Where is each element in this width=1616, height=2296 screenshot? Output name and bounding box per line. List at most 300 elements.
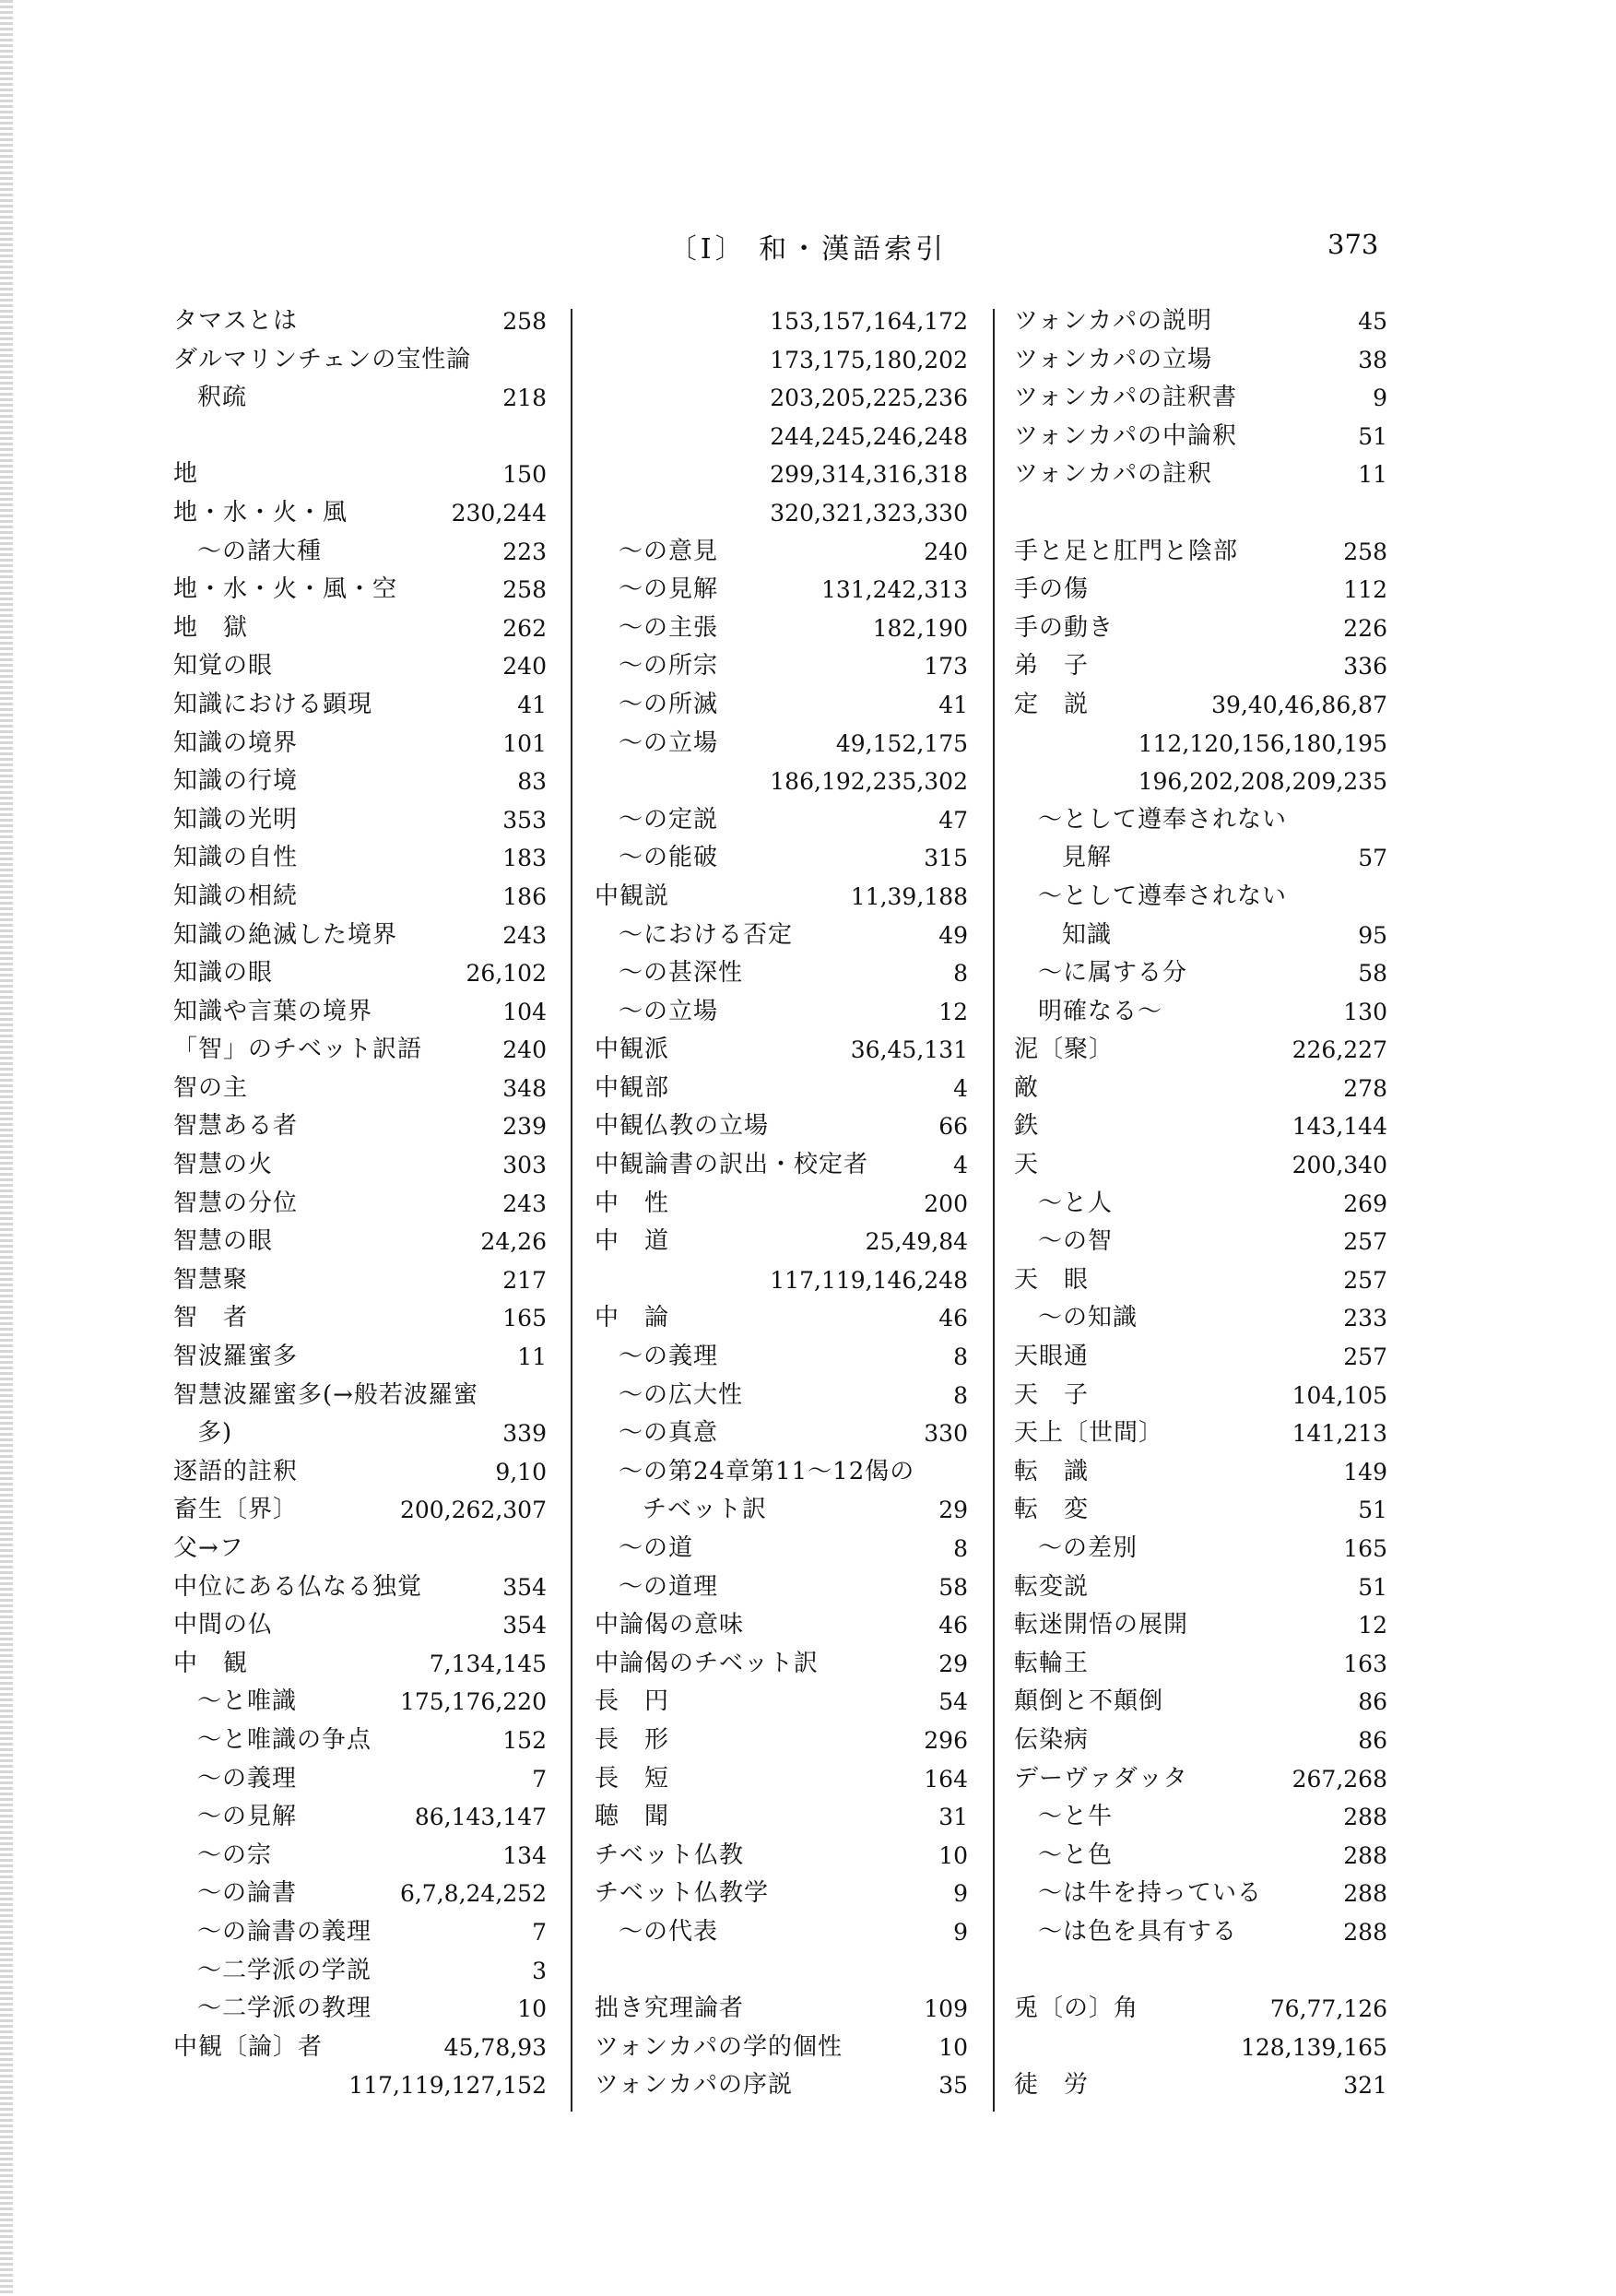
index-entry bbox=[173, 1491, 547, 1530]
index-term: 知識 bbox=[1062, 920, 1113, 949]
index-term: ～と牛 bbox=[1038, 1803, 1114, 1831]
index-entry bbox=[1014, 1798, 1387, 1837]
page-references: 117,119,146,248 bbox=[770, 1266, 968, 1294]
index-entry bbox=[595, 1377, 968, 1415]
page-references: 7 bbox=[532, 1765, 547, 1793]
index-entry bbox=[173, 1107, 547, 1146]
index-term: ～は牛を持っている bbox=[1038, 1879, 1263, 1908]
page-references: 83 bbox=[517, 768, 547, 796]
page-references: 31 bbox=[938, 1804, 968, 1831]
page-references: 66 bbox=[938, 1113, 968, 1141]
index-term: ～の智 bbox=[1038, 1227, 1114, 1256]
index-entry bbox=[173, 341, 547, 380]
page-references: 243 bbox=[502, 1189, 547, 1217]
index-term: 天 子 bbox=[1014, 1380, 1090, 1409]
index-entry bbox=[1014, 1261, 1387, 1300]
index-term: 多) bbox=[197, 1419, 233, 1448]
index-term: ～の諸大種 bbox=[197, 537, 323, 565]
index-entry bbox=[595, 1491, 968, 1530]
index-term: ～二学派の学説 bbox=[197, 1956, 372, 1984]
index-term: ～の論書の義理 bbox=[197, 1917, 372, 1946]
index-term: ～の見解 bbox=[197, 1803, 298, 1831]
index-entry bbox=[595, 2066, 968, 2105]
index-entry bbox=[595, 686, 968, 725]
index-term: ツォンカパの中論釈 bbox=[1014, 421, 1237, 450]
index-entry bbox=[595, 1070, 968, 1108]
index-term: ダルマリンチェンの宝性論 bbox=[173, 345, 472, 373]
index-column-3 bbox=[1014, 302, 1387, 2105]
index-column-2 bbox=[595, 302, 968, 2105]
page-references: 112,120,156,180,195 bbox=[1138, 729, 1387, 757]
index-entry bbox=[1014, 1491, 1387, 1530]
index-entry bbox=[1014, 993, 1387, 1032]
page-references: 128,139,165 bbox=[1240, 2033, 1387, 2061]
index-term: 伝染病 bbox=[1014, 1725, 1090, 1754]
index-entry bbox=[595, 418, 968, 456]
page-references: 183 bbox=[502, 845, 547, 872]
index-entry bbox=[595, 1107, 968, 1146]
page-references: 186,192,235,302 bbox=[770, 768, 968, 796]
index-term: 転 変 bbox=[1014, 1496, 1090, 1524]
index-entry bbox=[173, 1031, 547, 1070]
index-term: ～の立場 bbox=[619, 997, 719, 1025]
index-term: 弟 子 bbox=[1014, 652, 1090, 681]
page-references: 12 bbox=[1358, 1612, 1387, 1639]
index-entry bbox=[1014, 917, 1387, 955]
page-references: 11 bbox=[517, 1343, 547, 1371]
index-entry bbox=[1014, 1223, 1387, 1261]
index-entry bbox=[595, 1185, 968, 1224]
page-references: 303 bbox=[502, 1152, 547, 1179]
page-references: 288 bbox=[1343, 1804, 1387, 1831]
index-term: ～の道理 bbox=[619, 1572, 719, 1601]
index-entry bbox=[1014, 2066, 1387, 2105]
index-term: 智慧ある者 bbox=[173, 1112, 299, 1141]
index-entry bbox=[595, 993, 968, 1032]
index-term: ～と色 bbox=[1038, 1840, 1114, 1869]
index-entry bbox=[173, 1798, 547, 1837]
page-references: 164 bbox=[924, 1765, 968, 1793]
index-entry bbox=[595, 1837, 968, 1876]
index-term: 知識の行境 bbox=[173, 767, 299, 796]
index-term: ツォンカパの立場 bbox=[1014, 345, 1212, 373]
index-term: 「智」のチベット訳語 bbox=[173, 1036, 423, 1064]
page-references: 3 bbox=[532, 1957, 547, 1984]
index-entry bbox=[595, 533, 968, 572]
page-references: 104 bbox=[502, 998, 547, 1025]
index-entry bbox=[1014, 763, 1387, 801]
page-references: 38 bbox=[1358, 346, 1387, 373]
index-entry bbox=[1014, 1568, 1387, 1607]
page-references: 112 bbox=[1343, 576, 1387, 604]
index-entry bbox=[595, 1299, 968, 1338]
index-entry bbox=[595, 1875, 968, 1913]
index-term: 転輪王 bbox=[1014, 1649, 1090, 1677]
index-entry bbox=[595, 917, 968, 955]
page-references: 196,202,208,209,235 bbox=[1138, 768, 1387, 796]
page-references: 165 bbox=[502, 1305, 547, 1332]
page-references: 47 bbox=[938, 806, 968, 834]
index-entry bbox=[595, 1952, 968, 1991]
index-term: 長 円 bbox=[595, 1687, 670, 1716]
index-term: ～の主張 bbox=[619, 613, 719, 642]
page-references: 269 bbox=[1343, 1189, 1387, 1217]
page-references: 267,268 bbox=[1292, 1765, 1387, 1793]
index-entry bbox=[1014, 1377, 1387, 1415]
page-references: 117,119,127,152 bbox=[348, 2072, 547, 2100]
index-entry bbox=[1014, 1645, 1387, 1684]
page-references: 134 bbox=[502, 1841, 547, 1869]
page-references: 11 bbox=[1358, 461, 1387, 489]
index-entry bbox=[173, 954, 547, 993]
page-references: 109 bbox=[924, 1995, 968, 2023]
index-entry bbox=[1014, 494, 1387, 533]
index-entry bbox=[595, 1414, 968, 1453]
index-term: 智慧波羅蜜多(→般若波羅蜜 bbox=[173, 1380, 478, 1409]
index-entry bbox=[173, 2029, 547, 2067]
page-references: 296 bbox=[924, 1726, 968, 1754]
index-entry bbox=[173, 647, 547, 686]
index-term: ～の立場 bbox=[619, 728, 719, 757]
page-references: 8 bbox=[953, 1381, 968, 1409]
page-references: 240 bbox=[502, 653, 547, 681]
page-references: 173 bbox=[924, 653, 968, 681]
index-term: ～の定説 bbox=[619, 805, 719, 834]
index-entry bbox=[173, 456, 547, 494]
index-entry bbox=[595, 2029, 968, 2067]
index-entry bbox=[173, 1223, 547, 1261]
index-entry bbox=[173, 1760, 547, 1799]
page-references: 258 bbox=[502, 308, 547, 335]
index-term: 定 説 bbox=[1014, 690, 1090, 718]
page-references: 320,321,323,330 bbox=[770, 499, 968, 527]
page-references: 278 bbox=[1343, 1074, 1387, 1102]
page-references: 226,227 bbox=[1292, 1036, 1387, 1064]
page-references: 10 bbox=[938, 1841, 968, 1869]
scan-edge bbox=[0, 0, 13, 2296]
index-entry bbox=[595, 1223, 968, 1261]
page-references: 288 bbox=[1343, 1918, 1387, 1946]
page-references: 339 bbox=[502, 1420, 547, 1448]
page-references: 9 bbox=[1373, 385, 1387, 412]
page-references: 218 bbox=[502, 385, 547, 412]
index-term: 知識の絶滅した境界 bbox=[173, 920, 398, 949]
column-divider bbox=[571, 309, 572, 2112]
index-term: 畜生〔界〕 bbox=[173, 1496, 299, 1524]
index-entry bbox=[173, 302, 547, 341]
page-references: 186 bbox=[502, 882, 547, 910]
index-entry bbox=[173, 1070, 547, 1108]
index-entry bbox=[1014, 379, 1387, 418]
page-references: 86,143,147 bbox=[414, 1804, 547, 1831]
index-term: 地・水・火・風 bbox=[173, 498, 348, 527]
index-term: 智慧の眼 bbox=[173, 1227, 274, 1256]
index-term: 知識の眼 bbox=[173, 959, 274, 988]
index-term: 拙き究理論者 bbox=[595, 1994, 745, 2023]
index-entry bbox=[1014, 1338, 1387, 1377]
index-term: 中観部 bbox=[595, 1073, 670, 1102]
index-term: 中観説 bbox=[595, 882, 670, 910]
page-references: 230,244 bbox=[451, 499, 547, 527]
index-entry bbox=[1014, 533, 1387, 572]
page-references: 223 bbox=[502, 538, 547, 565]
page-references: 101 bbox=[502, 729, 547, 757]
index-term: ～の知識 bbox=[1038, 1304, 1138, 1332]
index-entry bbox=[1014, 1299, 1387, 1338]
index-entry bbox=[1014, 1683, 1387, 1722]
index-term: 敵 bbox=[1014, 1073, 1040, 1102]
page-references: 288 bbox=[1343, 1841, 1387, 1869]
page-references: 9 bbox=[953, 1918, 968, 1946]
index-term: ～の第24章第11～12偈の bbox=[619, 1457, 915, 1485]
page-references: 46 bbox=[938, 1612, 968, 1639]
page-references: 51 bbox=[1358, 422, 1387, 450]
index-entry bbox=[1014, 1722, 1387, 1760]
index-entry bbox=[173, 1185, 547, 1224]
page-references: 149 bbox=[1343, 1458, 1387, 1485]
page-references: 288 bbox=[1343, 1880, 1387, 1908]
page-references: 130 bbox=[1343, 998, 1387, 1025]
index-term: 智波羅蜜多 bbox=[173, 1343, 299, 1371]
index-entry bbox=[595, 1530, 968, 1568]
index-term: ～の真意 bbox=[619, 1419, 719, 1448]
page-number: 373 bbox=[1327, 229, 1379, 260]
index-entry bbox=[1014, 1146, 1387, 1185]
page-references: 45 bbox=[1358, 308, 1387, 335]
index-term: 中観仏教の立場 bbox=[595, 1112, 770, 1141]
index-entry bbox=[173, 1299, 547, 1338]
index-entry bbox=[1014, 801, 1387, 840]
index-term: 中 道 bbox=[595, 1227, 670, 1256]
index-term: ～に属する分 bbox=[1038, 959, 1188, 988]
page-references: 49 bbox=[938, 921, 968, 949]
index-entry bbox=[1014, 1952, 1387, 1991]
index-entry bbox=[173, 1261, 547, 1300]
index-entry bbox=[1014, 1530, 1387, 1568]
index-entry bbox=[173, 1837, 547, 1876]
index-term: 智 者 bbox=[173, 1304, 249, 1332]
index-term: 天上〔世間〕 bbox=[1014, 1419, 1164, 1448]
index-entry bbox=[595, 1645, 968, 1684]
index-entry bbox=[1014, 2029, 1387, 2067]
index-entry bbox=[1014, 725, 1387, 763]
index-term: 父→フ bbox=[173, 1534, 244, 1562]
page-references: 321 bbox=[1343, 2072, 1387, 2100]
index-term: ～は色を具有する bbox=[1038, 1917, 1238, 1946]
index-entry bbox=[1014, 839, 1387, 878]
index-term: 転 識 bbox=[1014, 1457, 1090, 1485]
page-references: 8 bbox=[953, 1343, 968, 1371]
page-references: 200,340 bbox=[1292, 1152, 1387, 1179]
page-references: 262 bbox=[502, 614, 547, 642]
running-header: 〔I〕 和・漢語索引 bbox=[668, 233, 948, 266]
page-references: 348 bbox=[502, 1074, 547, 1102]
index-entry bbox=[1014, 1606, 1387, 1645]
index-term: 地 bbox=[173, 460, 199, 489]
index-term: ～の所滅 bbox=[619, 690, 719, 718]
index-entry bbox=[595, 1990, 968, 2029]
index-term: ツォンカパの註釈書 bbox=[1014, 384, 1237, 412]
page-references: 9,10 bbox=[495, 1458, 547, 1485]
page-references: 58 bbox=[938, 1573, 968, 1601]
page-references: 175,176,220 bbox=[399, 1688, 547, 1716]
index-entry bbox=[595, 1722, 968, 1760]
page-references: 239 bbox=[502, 1113, 547, 1141]
index-entry bbox=[1014, 1875, 1387, 1913]
page-references: 54 bbox=[938, 1688, 968, 1716]
index-entry bbox=[1014, 571, 1387, 610]
index-entry bbox=[1014, 456, 1387, 494]
page-references: 257 bbox=[1343, 1343, 1387, 1371]
index-entry bbox=[173, 917, 547, 955]
index-entry bbox=[1014, 1760, 1387, 1799]
index-entry bbox=[1014, 1070, 1387, 1108]
index-term: ～の能破 bbox=[619, 844, 719, 872]
index-entry bbox=[173, 1645, 547, 1684]
index-entry bbox=[173, 993, 547, 1032]
page-references: 315 bbox=[924, 845, 968, 872]
index-entry bbox=[1014, 1414, 1387, 1453]
index-term: 知覚の眼 bbox=[173, 652, 274, 681]
index-entry bbox=[595, 954, 968, 993]
index-term: ～として遵奉されない bbox=[1038, 882, 1288, 910]
index-term: 知識の自性 bbox=[173, 844, 299, 872]
index-term: 地 獄 bbox=[173, 613, 249, 642]
index-entry bbox=[173, 801, 547, 840]
index-entry bbox=[595, 1338, 968, 1377]
index-term: 逐語的註釈 bbox=[173, 1457, 299, 1485]
index-term: ～として遵奉されない bbox=[1038, 805, 1288, 834]
index-entry bbox=[1014, 686, 1387, 725]
index-term: ～の甚深性 bbox=[619, 959, 744, 988]
index-entry bbox=[1014, 1185, 1387, 1224]
index-entry bbox=[595, 839, 968, 878]
index-term: ～における否定 bbox=[619, 920, 794, 949]
index-term: 智の主 bbox=[173, 1073, 249, 1102]
page-references: 200,262,307 bbox=[399, 1497, 547, 1524]
page-references: 9 bbox=[953, 1880, 968, 1908]
index-term: 聴 聞 bbox=[595, 1803, 670, 1831]
page-references: 7 bbox=[532, 1918, 547, 1946]
index-term: ～の宗 bbox=[197, 1840, 273, 1869]
page-references: 258 bbox=[502, 576, 547, 604]
index-entry bbox=[1014, 1990, 1387, 2029]
index-term: ～と唯識の争点 bbox=[197, 1725, 372, 1754]
page-references: 165 bbox=[1343, 1535, 1387, 1562]
index-term: 長 形 bbox=[595, 1725, 670, 1754]
index-term: ～の道 bbox=[619, 1534, 694, 1562]
page-references: 163 bbox=[1343, 1650, 1387, 1677]
index-term: ～の差別 bbox=[1038, 1534, 1138, 1562]
page-references: 36,45,131 bbox=[850, 1036, 968, 1064]
index-term: 智慧の分位 bbox=[173, 1189, 299, 1217]
index-term: 釈疏 bbox=[197, 384, 248, 412]
index-term: 中間の仏 bbox=[173, 1611, 274, 1639]
index-entry bbox=[595, 1913, 968, 1952]
index-entry bbox=[173, 839, 547, 878]
index-entry bbox=[173, 1453, 547, 1492]
index-entry bbox=[595, 610, 968, 648]
index-entry bbox=[595, 763, 968, 801]
index-entry bbox=[595, 1261, 968, 1300]
page-references: 257 bbox=[1343, 1266, 1387, 1294]
index-entry bbox=[173, 1875, 547, 1913]
page-references: 226 bbox=[1343, 614, 1387, 642]
page-references: 8 bbox=[953, 960, 968, 988]
index-entry bbox=[1014, 878, 1387, 917]
index-term: ～二学派の教理 bbox=[197, 1994, 372, 2023]
index-entry bbox=[595, 1146, 968, 1185]
page-references: 150 bbox=[502, 461, 547, 489]
page-references: 12 bbox=[938, 998, 968, 1025]
column-divider bbox=[993, 309, 995, 2112]
index-entry bbox=[595, 456, 968, 494]
index-entry bbox=[173, 1606, 547, 1645]
index-term: タマスとは bbox=[173, 307, 299, 335]
index-entry bbox=[595, 571, 968, 610]
page-references: 95 bbox=[1358, 921, 1387, 949]
index-term: 見解 bbox=[1062, 844, 1113, 872]
index-entry bbox=[173, 763, 547, 801]
page-references: 141,213 bbox=[1292, 1420, 1387, 1448]
index-entry bbox=[173, 610, 547, 648]
index-entry bbox=[173, 533, 547, 572]
page-references: 299,314,316,318 bbox=[770, 461, 968, 489]
index-entry bbox=[1014, 1107, 1387, 1146]
index-entry bbox=[173, 878, 547, 917]
index-term: チベット仏教学 bbox=[595, 1879, 770, 1908]
index-entry bbox=[595, 1031, 968, 1070]
index-term: 転変説 bbox=[1014, 1572, 1090, 1601]
page-references: 244,245,246,248 bbox=[770, 422, 968, 450]
page-references: 257 bbox=[1343, 1228, 1387, 1256]
index-term: 兎〔の〕角 bbox=[1014, 1994, 1139, 2023]
index-term: 中 観 bbox=[173, 1649, 249, 1677]
page-references: 58 bbox=[1358, 960, 1387, 988]
index-entry bbox=[173, 1414, 547, 1453]
index-term: 中観〔論〕者 bbox=[173, 2032, 324, 2061]
index-entry bbox=[1014, 610, 1387, 648]
page-references: 354 bbox=[502, 1612, 547, 1639]
index-term: ～の義理 bbox=[619, 1343, 719, 1371]
index-entry bbox=[595, 1568, 968, 1607]
index-term: 天 bbox=[1014, 1151, 1040, 1179]
page-references: 25,49,84 bbox=[865, 1228, 968, 1256]
page-references: 26,102 bbox=[466, 960, 547, 988]
index-term: ～の意見 bbox=[619, 537, 719, 565]
index-term: ～の所宗 bbox=[619, 652, 719, 681]
page-references: 41 bbox=[517, 691, 547, 718]
page-references: 243 bbox=[502, 921, 547, 949]
index-term: 鉄 bbox=[1014, 1112, 1040, 1141]
index-term: 智慧の火 bbox=[173, 1151, 274, 1179]
index-term: 転迷開悟の展開 bbox=[1014, 1611, 1189, 1639]
index-entry bbox=[173, 418, 547, 456]
page-references: 41 bbox=[938, 691, 968, 718]
index-entry bbox=[595, 647, 968, 686]
index-term: 顛倒と不顛倒 bbox=[1014, 1687, 1164, 1716]
index-term: 地・水・火・風・空 bbox=[173, 575, 398, 604]
index-term: 手の傷 bbox=[1014, 575, 1090, 604]
index-entry bbox=[595, 725, 968, 763]
index-entry bbox=[173, 1683, 547, 1722]
page-references: 76,77,126 bbox=[1269, 1995, 1387, 2023]
index-term: ～と唯識 bbox=[197, 1687, 298, 1716]
index-entry bbox=[173, 571, 547, 610]
page-references: 336 bbox=[1343, 653, 1387, 681]
index-entry bbox=[1014, 1453, 1387, 1492]
index-entry bbox=[173, 1338, 547, 1377]
